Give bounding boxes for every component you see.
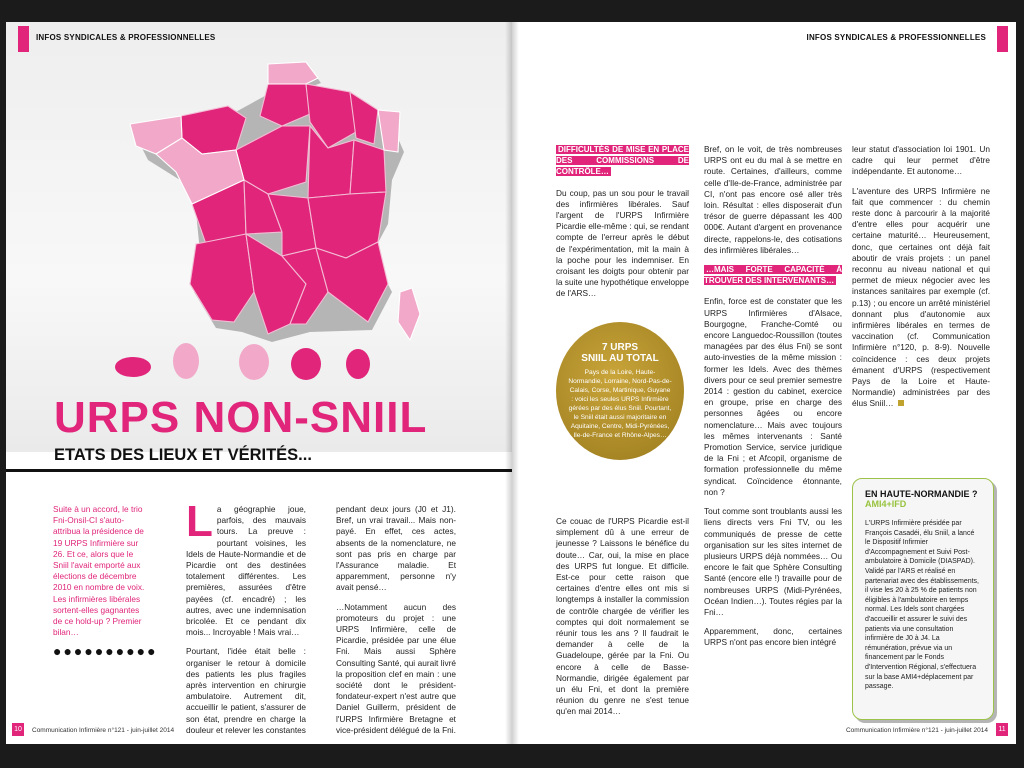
column-4 [556, 144, 689, 308]
island-martinique [173, 343, 199, 379]
page-number-right: 11 [996, 723, 1008, 736]
column-2 [186, 497, 306, 744]
intro-dots: ●●●●●●●●●● [53, 643, 158, 660]
region-corse [398, 288, 420, 340]
article-subtitle: ETATS DES LIEUX ET VÉRITÉS... [54, 446, 312, 464]
column-6 [852, 144, 990, 418]
column-3 [336, 504, 456, 744]
dropcap: L [186, 497, 213, 546]
sidebar-box-haute-normandie [852, 478, 994, 720]
col2-paragraph-1: a géographie joue, parfois, des mauvais tours. La preuve : pourtant voisines, les Idels de Haute-Normandie et de Picardie ont des destinées totalement différentes. Les premières, assurées d'être payées (cf. encadré) ; les autres, avec une indemnisation bricolée. Et ce pendant dix mois... Incroyable ! Mais vrai… [186, 504, 306, 638]
badge-title-line2: SNIIL AU TOTAL [581, 353, 659, 364]
section-tab-left [18, 26, 29, 52]
intro-column [53, 504, 158, 660]
badge-7-urps [556, 322, 684, 460]
column-4-continued [556, 516, 689, 726]
running-head-left: INFOS SYNDICALES & PROFESSIONNELLES [36, 33, 216, 42]
col5-paragraph-4: Apparemment, donc, certaines URPS n'ont pas encore bien intégré [704, 626, 842, 648]
col2-paragraph-2: Pourtant, l'idée était belle : organiser le retour à domicile des patients les plus fragiles après intervention en chirurgie ambulatoire. Autrement dit, accueillir le patient, s'assurer de son état, prendre en charge la douleur et relever les constantes [186, 646, 306, 735]
island-reunion [291, 348, 321, 380]
col4-paragraph-2: Ce couac de l'URPS Picardie est-il simplement dû à une erreur de jeunesse ? Laissons le bénéfice du doute… Car, oui, la mise en place des URPS fut longue. Et difficile. Est-ce pour cette raison que certaines d'entre elles ont mis si longtemps à installer la commission de contrôle chargée de vérifier les comptes qui doit normalement se réunir tous les ans ? Il faudrait le demander à celle de la Guadeloupe, gérée par la Fni. Ou encore à celle de Basse-Normandie, dirigée également par un élu Fni, et dont la première réunion du genre ne s'est tenue qu'en mai 2014… [556, 516, 689, 717]
page-number-left: 10 [12, 723, 24, 736]
footer-right: Communication Infirmière n°121 - juin-juillet 2014 [845, 727, 988, 734]
end-of-article-mark [898, 400, 904, 406]
right-page [512, 22, 1016, 744]
col5-paragraph-1: Bref, on le voit, de très nombreuses URPS ont eu du mal à se mettre en route. Certaines, d'ailleurs, comme celle d'Ile-de-France, administrée par CI, n'ont pas encore osé aller très loin. Résultat : elles disposerait d'un trésor de guerre dépassant les 400 000€. Autant d'argent en provenance directe, rappelons-le, des cotisations des infirmières libérales… [704, 144, 842, 255]
col3-paragraph-2: …Notamment aucun des promoteurs du projet : une URPS Infirmière, celle de Picardie, présidée par une élue Fni. Mais aussi Sphère Consulting Santé, qui aurait livré la proposition clef en main : une société dont le président-fondateur-expert n'est autre que Daniel Guillerm, président de l'URPS Infirmière Bretagne et vice-président délégué de la Fni. [336, 601, 456, 735]
map-illustration [6, 22, 512, 452]
region-nord [268, 62, 318, 84]
running-head-right: INFOS SYNDICALES & PROFESSIONNELLES [806, 33, 986, 42]
col5-paragraph-2: Enfin, force est de constater que les URPS Infirmières d'Alsace, Bourgogne, Franche-Comté ou encore Languedoc-Roussillon (toutes managées par des élus Fni) se sont auto-investies de la même mission : former les Idels. Avec des thèmes divers pour ce seul premier semestre 2014 : gestion du cabinet, exercice en groupe, prise en charge des personnes âgées ou encore nomenclature… Mais avec toujours les mêmes intervenants : Santé Promotion Service, service juridique de la Fni ; et Afcopil, organisme de formation professionnelle du même syndicat. Coïncidence étonnante, non ? [704, 296, 842, 497]
badge-text: Pays de la Loire, Haute-Normandie, Lorraine, Nord-Pas-de-Calais, Corse, Martinique, Guyane : voici les seules URPS Infirmière gérées par des élus Sniil. Pourtant, le Sniil était aussi majoritaire en Aquitaine, Centre, Midi-Pyrénées, Ile-de-France et Rhône-Alpes… [568, 369, 672, 439]
island-mayotte [346, 349, 370, 379]
island-guyane [239, 344, 269, 380]
article-title: URPS NON-SNIIL [54, 393, 428, 442]
section-tab-right [997, 26, 1008, 52]
title-rule [6, 469, 512, 472]
col4-paragraph-1: Du coup, pas un sou pour le travail des infirmières libérales. Sauf l'argent de l'URPS Infirmière Picardie elle-même : qui, se rendant compte de l'erreur après le début de l'expérimentation, mit la main à la poche pour les indemniser. En croisant les doigts pour obtenir par la suite une hypothétique enveloppe de l'ARS… [556, 187, 689, 299]
col6-paragraph-2: L'aventure des URPS Infirmière ne fait que commencer : du chemin reste donc à parcourir à la majorité d'entre elles pour acquérir une certaine maturité… Heureusement, donc, que certaines ont déjà fait aboutir de vrais projets : un panel reconnu au niveau national et qui permet de mieux négocier avec les instances sanitaires par exemple (cf. p.13) ; ou encore un arrêté ministériel donnant plus d'autonomie aux infirmières libérales en termes de vaccination (cf. Communication Infirmière n°120, p. 8-9). Nouvelle coïncidence : ces deux projets émanent d'URPS (respectivement Pays de la Loire et Haute-Normandie) administrées par des élus Sniil… [852, 185, 990, 409]
col3-paragraph-1: pendant deux jours (J0 et J1). Bref, un vrai travail... Mais non-payé. En effet, ces actes, absents de la nomenclature, ne sont pas pris en charge par l'Assurance maladie. Et apparemment, personne n'y avait pensé… [336, 504, 456, 593]
col6-paragraph-1: leur statut d'association loi 1901. Un cadre qui leur permet d'être indépendante. Et autonome… [852, 144, 990, 177]
left-page [6, 22, 512, 744]
footer-left: Communication Infirmière n°121 - juin-juillet 2014 [32, 727, 175, 734]
subhead-commissions: DIFFICULTÉS DE MISE EN PLACE DES COMMISSIONS DE CONTRÔLE… [556, 145, 689, 177]
badge-title-line1: 7 URPS [601, 342, 639, 353]
box-tag: AMI4+IFD [865, 499, 907, 509]
intro-text: Suite à un accord, le trio Fni-Onsil-CI s'auto-attribua la présidence de 19 URPS Infirmière sur 26. Et ce, alors que le Sniil l'avait emporté aux élections de décembre 2010 en nombre de voix. Les infirmières libérales sortent-elles gagnantes de ce hold-up ? Premier bilan… [53, 504, 145, 638]
box-text: L'URPS Infirmière présidée par François Casadéi, élu Sniil, a lancé le Dispositif Infirmier d'Accompagnement et Suivi Post-ambulatoire à Domicile (DIASPAD). Validé par l'ARS et réalisé en partenariat avec des établissements, il vise les 20 à 25 % de patients non éligibles à l'ambulatoire en temps normal. Les Idels sont chargées d'accueillir et assurer le suivi des patients via une consultation infirmière de J0 à J4. La rémunération, prévue via un financement par le Fonds d'Intervention Régional, s'effectuera sur la base AMI4+déplacement par passage. [865, 520, 980, 691]
col5-paragraph-3: Tout comme sont troublants aussi les liens directs vers Fni TV, ou les communiqués de presse de cette organisation sur les sites internet de plusieurs URPS déjà nommées… Ou encore le fait que Sphère Consulting Santé (encore elle !) travaille pour de nombreuses URPS (Midi-Pyrénées, Océan Indien…). Toutes régies par la Fni… [704, 506, 842, 617]
column-5 [704, 144, 842, 657]
box-title: EN HAUTE-NORMANDIE ? [865, 489, 978, 499]
france-regions-map [6, 22, 512, 452]
island-guadeloupe [115, 357, 151, 377]
subhead-intervenants: …MAIS FORTE CAPACITÉ À TROUVER DES INTERVENANTS… [704, 265, 842, 286]
